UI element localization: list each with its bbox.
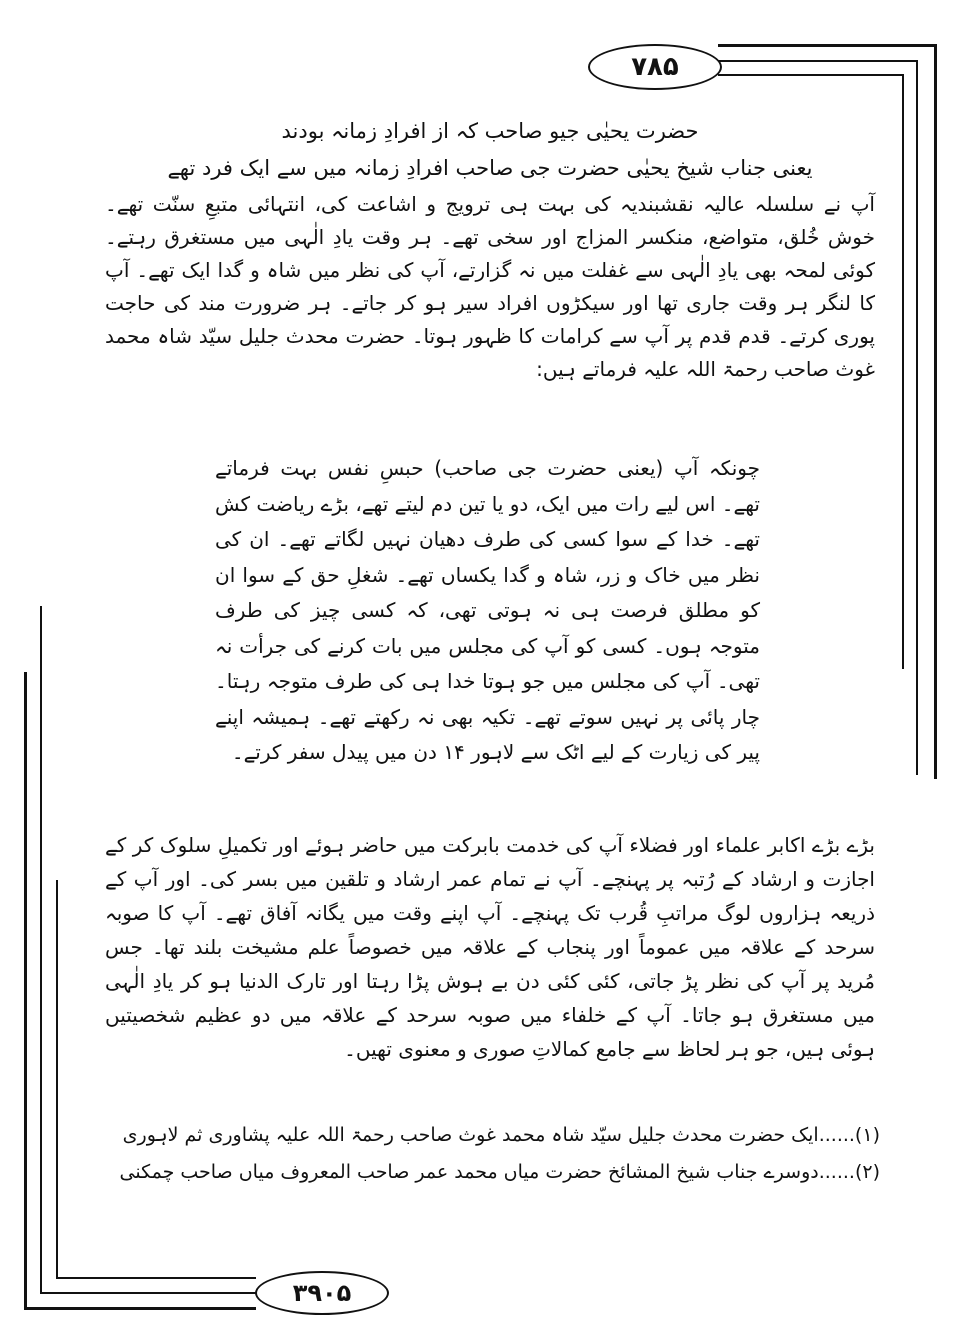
frame-bottom-line-inner2	[56, 1277, 256, 1279]
frame-top-line-inner2	[718, 74, 904, 76]
frame-right-line-inner2	[902, 74, 904, 669]
page-number-top: ۷۸۵	[588, 44, 722, 90]
frame-right-line-inner	[916, 60, 918, 775]
frame-bottom-line-inner	[40, 1292, 256, 1294]
paragraph-2: بڑے بڑے اکابر علماء اور فضلاء آپ کی خدمت بابرکت میں حاضر ہوئے اور تکمیلِ سلوک کر کے اجازت و ارشاد کے رُتبہ پر پہنچے۔ آپ نے تمام عمر ارشاد و تلقین میں بسر کی۔ اور آپ کے ذریعہ ہزاروں لوگ مراتبِ قُرب تک پہنچے۔ آپ اپنے وقت میں یگانہ آفاق تھے۔ آپ کا صوبہ سرحد کے علاقہ میں عموماً اور پنجاب کے علاقہ میں خصوصاً علم مشیخت بلند تھا۔ جس مُرید پر آپ کی نظر پڑ جاتی، کئی کئی دن بے ہوش پڑا رہتا اور تارک الدنیا ہو کر یادِ الٰہی میں مستغرق ہو جاتا۔ آپ کے خلفاء میں صوبہ سرحد کے علاقہ میں دو عظیم شخصیتیں ہوئی ہیں، جو ہر لحاظ سے جامع کمالاتِ صوری و معنوی تھیں۔	[105, 833, 875, 1061]
paragraph-1: آپ نے سلسلہ عالیہ نقشبندیہ کی بہت ہی ترویج و اشاعت کی، انتہائی متبعِ سنّت تھے۔ خوش خُلق، متواضع، منکسر المزاج اور سخی تھے۔ ہر وقت یادِ الٰہی میں مستغرق رہتے۔ کوئی لمحہ بھی یادِ الٰہی سے غفلت میں نہ گزارتے، آپ کی نظر میں شاہ و گدا ایک تھے۔ آپ کا لنگر ہر وقت جاری تھا اور سیکڑوں افراد سیر ہو کر جاتے۔ ہر ضرورت مند کی حاجت پوری کرتے۔ قدم قدم پر آپ سے کرامات کا ظہور ہوتا۔ حضرت محدث جلیل سیّد شاہ محمد غوث صاحب رحمۃ اللہ علیہ فرماتے ہیں:	[105, 192, 875, 381]
frame-left-line-inner2	[56, 880, 58, 1278]
frame-top-line-inner	[718, 60, 918, 62]
frame-right-line-outer	[934, 44, 937, 779]
reference-item-2: (۲)......دوسرے جناب شیخ المشائخ حضرت میاں محمد عمر صاحب المعروف میاں صاحب چمکنی	[119, 1161, 880, 1183]
heading-line-1: حضرت یحیٰی جیو صاحب کہ از افرادِ زمانہ بودند	[281, 119, 699, 143]
frame-left-line-inner	[40, 606, 42, 1293]
reference-item-1: (۱)......ایک حضرت محدث جلیل سیّد شاہ محمد غوث صاحب رحمۃ اللہ علیہ پشاوری ثم لاہوری	[122, 1124, 880, 1146]
frame-left-line-outer	[24, 672, 27, 1309]
page-number-bottom: ۳۹۰۵	[255, 1271, 389, 1315]
frame-top-line-outer	[718, 44, 936, 47]
frame-bottom-line-outer	[24, 1307, 256, 1310]
heading-line-2: یعنی جناب شیخ یحیٰی حضرت جی صاحب افرادِ زمانہ میں سے ایک فرد تھے	[167, 156, 813, 180]
quote-block: چونکہ آپ (یعنی حضرت جی صاحب) حبسِ نفس بہت فرماتے تھے۔ اس لیے رات میں ایک، دو یا تین دم لیتے تھے، بڑے ریاضت کش تھے۔ خدا کے سوا کسی کی طرف دھیان نہیں لگاتے تھے۔ ان کی نظر میں خاک و زر، شاہ و گدا یکساں تھے۔ شغلِ حق کے سوا ان کو مطلق فرصت ہی نہ ہوتی تھی، کہ کسی چیز کی طرف متوجہ ہوں۔ کسی کو آپ کی مجلس میں بات کرنے کی جرأت نہ تھی۔ آپ کی مجلس میں جو ہوتا خدا ہی کی طرف متوجہ رہتا۔ چار پائی پر نہیں سوتے تھے۔ تکیہ بھی نہ رکھتے تھے۔ ہمیشہ اپنے پیر کی زیارت کے لیے اٹک سے لاہور ۱۴ دن میں پیدل سفر کرتے۔	[215, 456, 760, 764]
